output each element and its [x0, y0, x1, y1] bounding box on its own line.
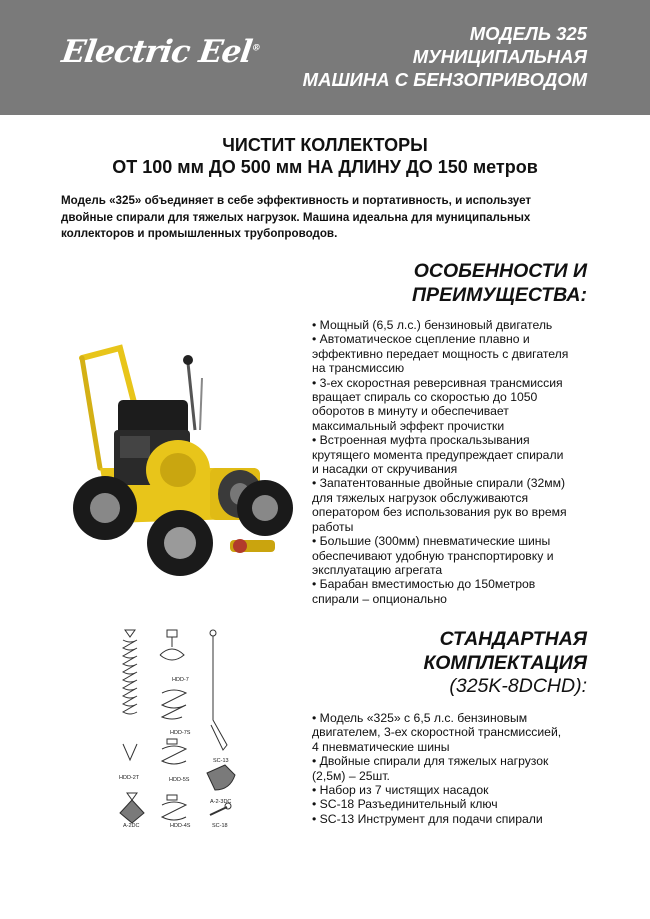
part-label: HDD-4S — [170, 823, 191, 829]
feature-line: для тяжелых нагрузок обслуживаются — [312, 490, 529, 505]
feature-line: • Барабан вместимостью до 150метров — [312, 577, 536, 592]
features-title-line: ПРЕИМУЩЕСТВА: — [412, 283, 587, 306]
standard-title-line: СТАНДАРТНАЯ — [439, 628, 587, 650]
part-label: HDD-7 — [172, 677, 189, 683]
brand-logo — [59, 34, 261, 70]
part-label: A-2-3DC — [210, 799, 232, 805]
model-title-line: МОДЕЛЬ 325 — [469, 23, 587, 44]
standard-line: • Двойные спирали для тяжелых нагрузок — [312, 754, 549, 769]
feature-line: оборотов в минуту и обеспечивает — [312, 404, 509, 419]
headline-line: ЧИСТИТ КОЛЛЕКТОРЫ — [222, 135, 428, 155]
part-label: SC-13 — [213, 758, 229, 764]
feature-line: работы — [312, 519, 354, 534]
standard-line: двигателем, 3-ех скоростной трансмиссией, — [312, 725, 562, 740]
part-label: A-2DC — [123, 823, 140, 829]
feature-line: обеспечивают удобную транспортировку и — [312, 548, 554, 563]
headline-line: ОТ 100 мм ДО 500 мм НА ДЛИНУ ДО 150 метров — [112, 157, 538, 177]
part-label: SC-18 — [212, 823, 228, 829]
feature-line: вращает спираль со скоростью до 1050 — [312, 390, 538, 405]
registered-mark: ® — [250, 43, 261, 54]
feature-line: • Запатентованные двойные спирали (32мм) — [312, 476, 566, 491]
feature-line: • Встроенная муфта проскальзывания — [312, 433, 530, 448]
standard-line: (2,5м) – 25шт. — [312, 768, 390, 783]
standard-line: • Модель «325» с 6,5 л.с. бензиновым — [312, 711, 528, 725]
model-title-line: МУНИЦИПАЛЬНАЯ — [412, 46, 587, 67]
feature-line: спирали – опционально — [312, 591, 447, 606]
intro-paragraph — [61, 193, 601, 243]
feature-line: эффективно передает мощность с двигателя — [312, 346, 569, 361]
features-title — [412, 260, 587, 307]
feature-line: крутящего момента предупреждает спирали — [312, 447, 564, 462]
feature-line: и насадки от скручивания — [312, 462, 458, 477]
model-title — [303, 22, 587, 91]
feature-line: оператором без использования рук во время — [312, 505, 567, 520]
part-label: HDD-7S — [170, 730, 191, 736]
standard-title — [423, 628, 587, 675]
standard-line: • SC-18 Разъединительный ключ — [312, 797, 498, 812]
standard-line: • SC-13 Инструмент для подачи спирали — [312, 811, 543, 826]
feature-line: • Большие (300мм) пневматические шины — [312, 534, 551, 549]
intro-line: Модель «325» объединяет в себе эффективность и портативность, и использует — [61, 194, 532, 207]
header-banner — [0, 0, 650, 115]
logo-text: Electric Eel — [59, 34, 254, 70]
features-list — [312, 318, 602, 606]
standard-code: (325K-8DCHD): — [449, 675, 587, 697]
feature-line: • Автоматическое сцепление плавно и — [312, 332, 530, 347]
standard-line: • Набор из 7 чистящих насадок — [312, 783, 489, 798]
standard-line: 4 пневматические шины — [312, 739, 450, 754]
standard-title-line: КОМПЛЕКТАЦИЯ — [423, 651, 587, 674]
part-label: HDD-5S — [169, 777, 190, 783]
drain-cleaning-machine-image — [60, 318, 300, 588]
feature-line: • Мощный (6,5 л.с.) бензиновый двигатель — [312, 318, 553, 332]
standard-list — [312, 711, 602, 826]
features-title-line: ОСОБЕННОСТИ И — [413, 260, 587, 282]
feature-line: эксплуатацию агрегата — [312, 562, 443, 577]
feature-line: • 3-ех скоростная реверсивная трансмиссия — [312, 375, 563, 390]
intro-line: двойные спирали для тяжелых нагрузок. Машина идеальна для муниципальных — [61, 210, 531, 224]
model-title-line: МАШИНА С БЕНЗОПРИВОДОМ — [302, 69, 587, 90]
intro-line: коллекторов и промышленных трубопроводов. — [61, 227, 338, 240]
part-label: HDD-2T — [119, 775, 140, 781]
page-headline — [0, 134, 650, 178]
feature-line: максимальный эффект прочистки — [312, 418, 505, 433]
feature-line: на трансмиссию — [312, 361, 405, 376]
